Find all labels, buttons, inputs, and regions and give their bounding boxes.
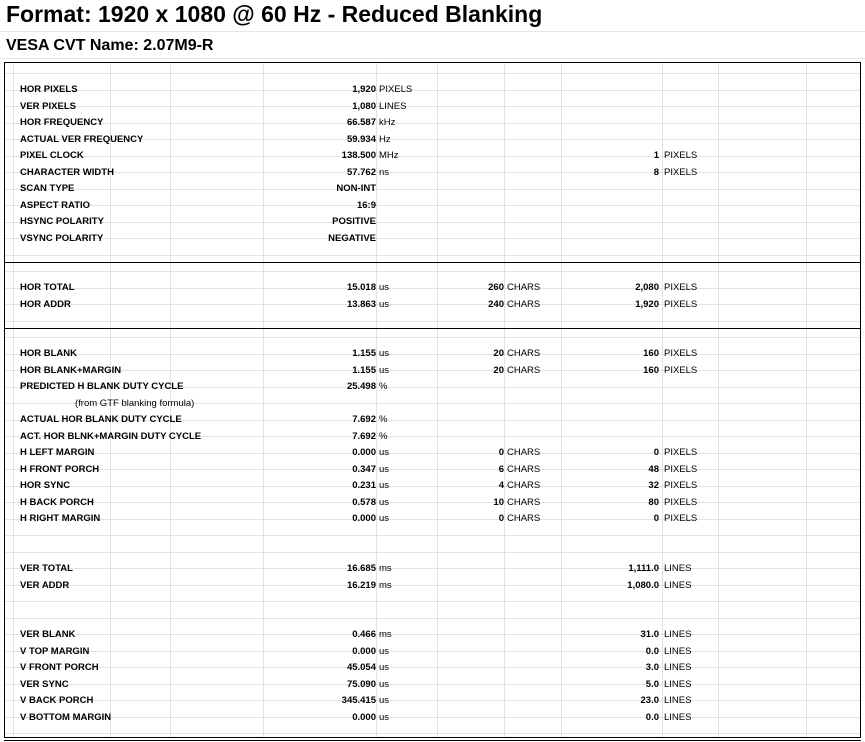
time-value: 15.018	[346, 282, 376, 293]
table-row	[5, 577, 860, 593]
row-label: VSYNC POLARITY	[20, 232, 104, 244]
row-label: HOR BLANK+MARGIN	[20, 364, 122, 376]
count-unit: PIXELS	[664, 496, 698, 508]
row-label: H RIGHT MARGIN	[20, 513, 101, 524]
time-value: 1.155	[352, 364, 376, 376]
count-unit: LINES	[664, 629, 692, 640]
time-unit: us	[379, 447, 390, 458]
table-grid	[5, 63, 860, 737]
time-value: 25.498	[346, 381, 376, 392]
row-label: VER BLANK	[20, 629, 76, 640]
grid-row-line	[5, 618, 860, 619]
row-label: V BACK PORCH	[20, 695, 94, 706]
grid-row-line	[5, 535, 860, 536]
time-unit: PIXELS	[379, 84, 413, 95]
table-row	[5, 114, 860, 130]
count-unit: PIXELS	[664, 480, 698, 491]
count-unit: PIXELS	[664, 463, 698, 475]
count-value: 3.0	[645, 662, 659, 673]
table-row	[5, 510, 860, 526]
time-value: 7.692	[352, 430, 376, 442]
time-value: 66.587	[346, 117, 376, 128]
table-row	[5, 626, 860, 642]
count-value: 0	[653, 513, 659, 524]
chars-unit: CHARS	[507, 496, 541, 508]
table-row	[5, 345, 860, 361]
time-value: 7.692	[352, 414, 376, 425]
count-value: 5.0	[645, 678, 659, 690]
time-value: 13.863	[346, 298, 376, 310]
time-value: 1,920	[352, 84, 376, 95]
time-unit: us	[379, 695, 390, 706]
time-value: 0.000	[352, 447, 376, 458]
count-value: 1	[653, 150, 659, 161]
row-label: PIXEL CLOCK	[20, 150, 84, 161]
time-unit: us	[379, 463, 390, 475]
time-unit: ns	[379, 166, 390, 178]
table-row	[5, 147, 860, 163]
table-row	[5, 180, 860, 196]
time-unit: us	[379, 282, 390, 293]
count-unit: LINES	[664, 662, 692, 673]
row-label: ACTUAL HOR BLANK DUTY CYCLE	[20, 414, 182, 425]
time-unit: LINES	[379, 100, 407, 112]
row-label: HSYNC POLARITY	[20, 216, 104, 227]
table-row	[5, 428, 860, 444]
time-value: 0.347	[352, 463, 376, 475]
row-label: SCAN TYPE	[20, 183, 75, 194]
table-row	[5, 444, 860, 460]
count-unit: LINES	[664, 711, 692, 723]
cvt-name: VESA CVT Name: 2.07M9-R	[6, 37, 214, 54]
table-row	[5, 131, 860, 147]
table-row	[5, 98, 860, 114]
count-unit: PIXELS	[664, 166, 698, 178]
row-label: HOR FREQUENCY	[20, 117, 104, 128]
count-unit: PIXELS	[664, 298, 698, 310]
count-unit: LINES	[664, 645, 692, 657]
table-row	[5, 197, 860, 213]
timing-table	[4, 62, 861, 738]
row-label: H BACK PORCH	[20, 496, 94, 508]
count-unit: PIXELS	[664, 282, 698, 293]
count-value: 160	[643, 364, 659, 376]
count-unit: PIXELS	[664, 348, 698, 359]
time-unit: us	[379, 480, 390, 491]
row-label: HOR ADDR	[20, 298, 71, 310]
count-value: 1,920	[635, 298, 659, 310]
time-unit: ms	[379, 563, 392, 574]
time-unit: Hz	[379, 133, 391, 145]
grid-row-line	[5, 321, 860, 322]
row-label: VER ADDR	[20, 579, 70, 591]
section-separator	[5, 262, 860, 263]
time-value: NEGATIVE	[328, 232, 376, 244]
row-label: V FRONT PORCH	[20, 662, 99, 673]
count-unit: PIXELS	[664, 150, 698, 161]
time-value: 1.155	[352, 348, 376, 359]
count-unit: PIXELS	[664, 447, 698, 458]
chars-value: 20	[493, 348, 504, 359]
row-note: (from GTF blanking formula)	[75, 397, 195, 409]
row-label: V BOTTOM MARGIN	[20, 711, 112, 723]
table-row	[5, 164, 860, 180]
row-label: ASPECT RATIO	[20, 199, 91, 211]
chars-value: 6	[498, 463, 504, 475]
count-unit: LINES	[664, 579, 692, 591]
grid-row-line	[5, 271, 860, 272]
table-row	[5, 659, 860, 675]
table-row	[5, 477, 860, 493]
subtitle-divider	[0, 58, 865, 59]
table-bottom-rule	[4, 740, 861, 741]
time-value: 0.466	[352, 629, 376, 640]
time-value: 0.231	[352, 480, 376, 491]
row-label: HOR BLANK	[20, 348, 77, 359]
table-row	[5, 213, 860, 229]
time-unit: us	[379, 662, 390, 673]
time-unit: us	[379, 711, 390, 723]
row-label: ACT. HOR BLNK+MARGIN DUTY CYCLE	[20, 430, 202, 442]
time-unit: kHz	[379, 117, 396, 128]
row-label: VER PIXELS	[20, 100, 76, 112]
count-value: 32	[648, 480, 659, 491]
page-title: Format: 1920 x 1080 @ 60 Hz - Reduced Blanking	[6, 1, 543, 27]
chars-unit: CHARS	[507, 364, 541, 376]
count-value: 1,080.0	[627, 579, 659, 591]
grid-row-line	[5, 255, 860, 256]
row-label: H FRONT PORCH	[20, 463, 100, 475]
chars-value: 20	[493, 364, 504, 376]
count-unit: PIXELS	[664, 364, 698, 376]
grid-row-line	[5, 73, 860, 74]
count-unit: LINES	[664, 678, 692, 690]
chars-value: 0	[498, 513, 504, 524]
time-unit: us	[379, 364, 390, 376]
table-row	[5, 378, 860, 394]
time-unit: us	[379, 645, 390, 657]
time-value: 0.000	[352, 711, 376, 723]
table-row	[5, 411, 860, 427]
count-value: 160	[643, 348, 659, 359]
table-row	[5, 709, 860, 725]
time-unit: MHz	[379, 150, 399, 161]
time-value: 45.054	[346, 662, 376, 673]
time-unit: %	[379, 430, 388, 442]
count-unit: PIXELS	[664, 513, 698, 524]
chars-unit: CHARS	[507, 298, 541, 310]
count-value: 23.0	[640, 695, 659, 706]
table-row	[5, 692, 860, 708]
table-row	[5, 395, 860, 411]
chars-value: 240	[488, 298, 504, 310]
time-unit: %	[379, 381, 388, 392]
time-value: 138.500	[341, 150, 376, 161]
row-label: ACTUAL VER FREQUENCY	[20, 133, 144, 145]
time-value: 16.219	[346, 579, 376, 591]
time-value: 16.685	[346, 563, 376, 574]
chars-value: 0	[498, 447, 504, 458]
time-value: 0.000	[352, 645, 376, 657]
row-label: VER SYNC	[20, 678, 69, 690]
grid-row-line	[5, 337, 860, 338]
time-value: NON-INT	[336, 183, 376, 194]
count-unit: LINES	[664, 695, 692, 706]
time-unit: us	[379, 513, 390, 524]
table-row	[5, 643, 860, 659]
chars-unit: CHARS	[507, 282, 541, 293]
chars-unit: CHARS	[507, 447, 541, 458]
row-label: HOR SYNC	[20, 480, 71, 491]
time-value: 0.000	[352, 513, 376, 524]
table-row	[5, 494, 860, 510]
table-row	[5, 676, 860, 692]
count-value: 1,111.0	[628, 563, 659, 574]
time-unit: us	[379, 496, 390, 508]
row-label: HOR TOTAL	[20, 282, 75, 293]
chars-unit: CHARS	[507, 513, 541, 524]
table-row	[5, 279, 860, 295]
title-divider	[0, 31, 865, 32]
time-unit: us	[379, 298, 390, 310]
count-value: 0.0	[645, 645, 659, 657]
row-label: PREDICTED H BLANK DUTY CYCLE	[20, 381, 184, 392]
time-value: 57.762	[346, 166, 376, 178]
table-row	[5, 560, 860, 576]
time-value: 1,080	[352, 100, 376, 112]
time-value: 75.090	[346, 678, 376, 690]
time-value: 0.578	[352, 496, 376, 508]
row-label: V TOP MARGIN	[20, 645, 90, 657]
chars-unit: CHARS	[507, 480, 541, 491]
grid-row-line	[5, 733, 860, 734]
count-value: 2,080	[635, 282, 659, 293]
time-unit: us	[379, 348, 390, 359]
count-value: 80	[648, 496, 659, 508]
chars-unit: CHARS	[507, 463, 541, 475]
row-label: CHARACTER WIDTH	[20, 166, 114, 178]
count-value: 0.0	[645, 711, 659, 723]
table-row	[5, 461, 860, 477]
time-value: 59.934	[346, 133, 376, 145]
count-unit: LINES	[664, 563, 692, 574]
table-row	[5, 296, 860, 312]
row-label: VER TOTAL	[20, 563, 73, 574]
grid-row-line	[5, 601, 860, 602]
count-value: 0	[653, 447, 659, 458]
row-label: HOR PIXELS	[20, 84, 78, 95]
time-unit: ms	[379, 579, 392, 591]
chars-value: 4	[498, 480, 504, 491]
time-value: POSITIVE	[332, 216, 376, 227]
count-value: 8	[653, 166, 659, 178]
time-unit: %	[379, 414, 388, 425]
time-value: 345.415	[341, 695, 376, 706]
count-value: 31.0	[640, 629, 659, 640]
chars-value: 10	[493, 496, 504, 508]
row-label: H LEFT MARGIN	[20, 447, 95, 458]
time-unit: ms	[379, 629, 392, 640]
count-value: 48	[648, 463, 659, 475]
chars-unit: CHARS	[507, 348, 541, 359]
section-separator	[5, 328, 860, 329]
table-row	[5, 230, 860, 246]
table-row	[5, 81, 860, 97]
time-value: 16:9	[356, 199, 376, 211]
table-row	[5, 362, 860, 378]
chars-value: 260	[488, 282, 504, 293]
grid-row-line	[5, 552, 860, 553]
time-unit: us	[379, 678, 390, 690]
